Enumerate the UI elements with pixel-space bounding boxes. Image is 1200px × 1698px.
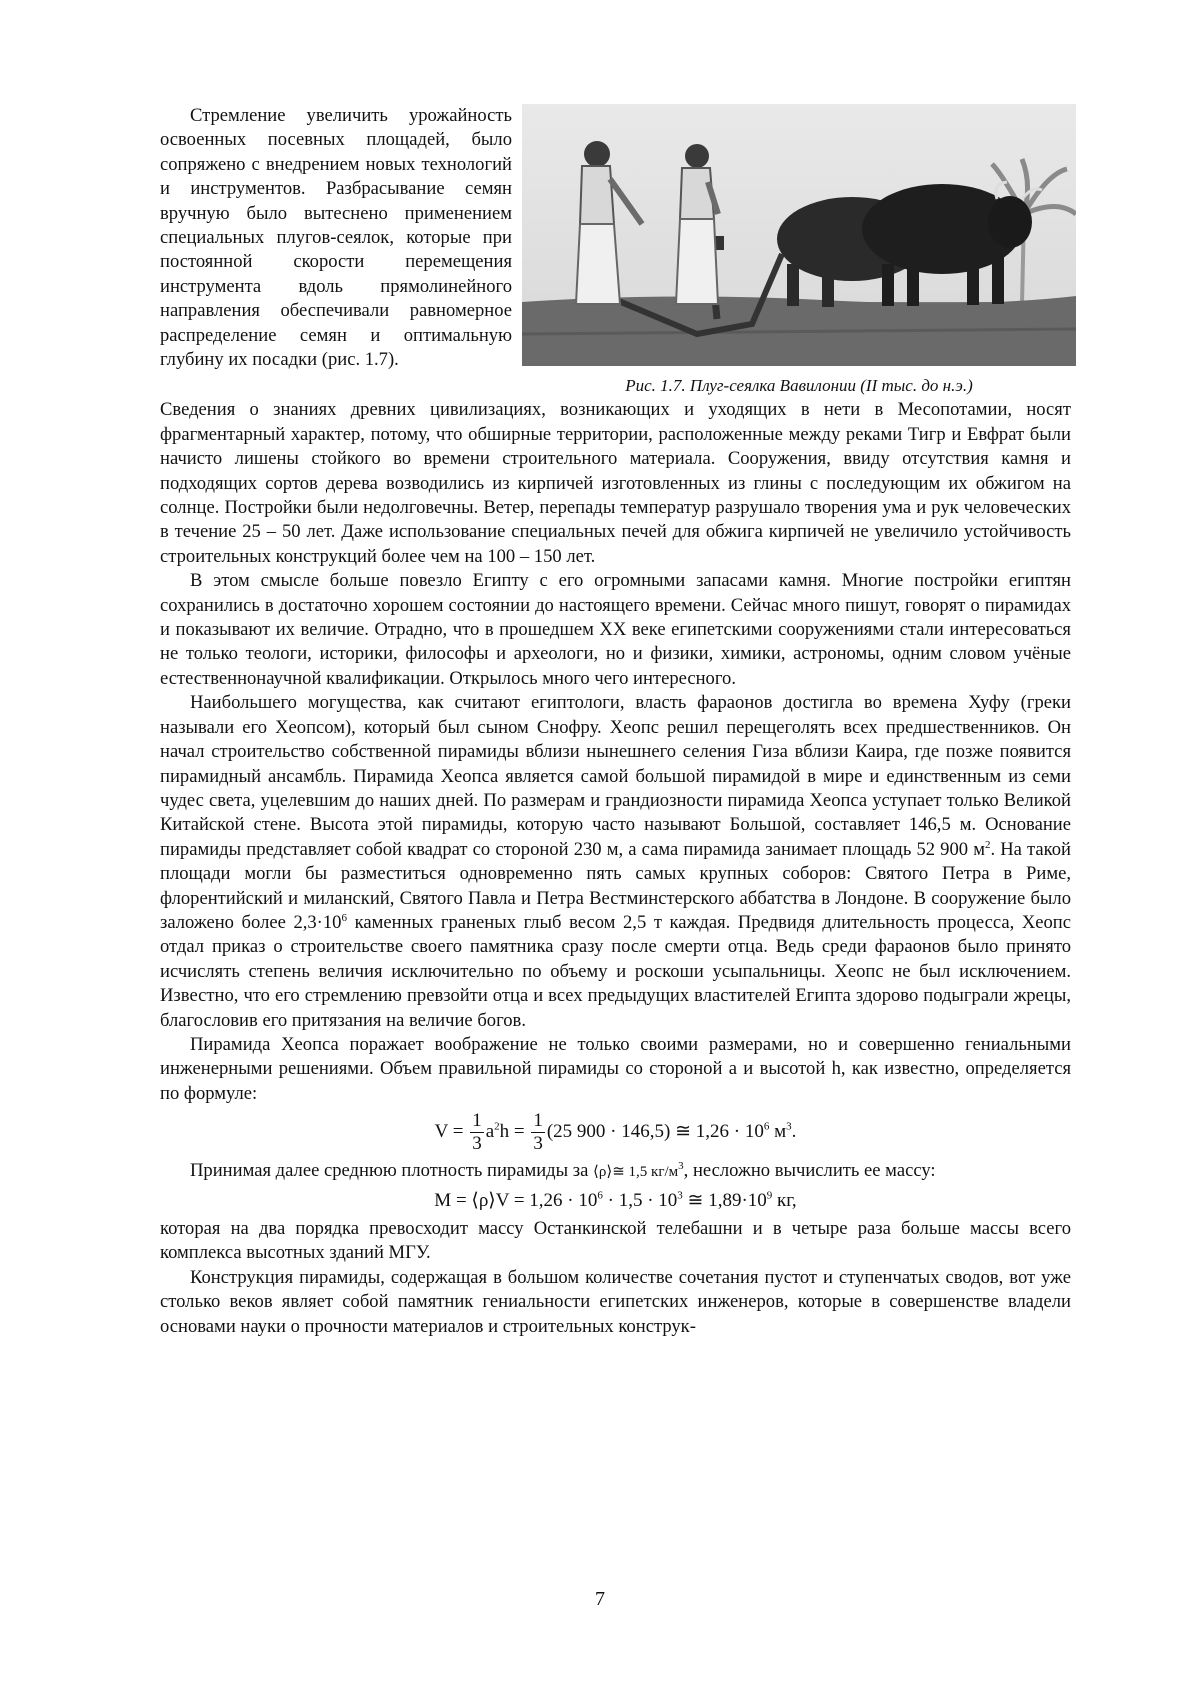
paragraph-construction: Конструкция пирамиды, содержащая в большом количестве сочетания пустот и ступенчатых сводов, вот уже столько веков являет собой памятник гениальности египетских инженеров, которые в совершенстве владели основами науки о прочности материалов и строительных конструк- — [160, 1266, 1071, 1337]
superscript: 3 — [677, 1189, 683, 1202]
paragraph-egypt: В этом смысле больше повезло Египту с его огромными запасами камня. Многие постройки египтян сохранились в достаточно хорошем состоянии до настоящего времени. Сейчас много пишут, говорят о пирамидах и показывают их величие. Отрадно, что в прошедшем XX веке египетскими сооружениями стали интересоваться не только теологи, историки, философы и археологи, но и физики, химики, астрономы, одним словом учёные естественнонаучной квалификации. Открылось много чего интересного. — [160, 570, 1071, 689]
page-body — [160, 104, 1071, 1339]
mass-text-4: кг, — [772, 1189, 797, 1211]
density-value: ⟨ρ⟩≅ 1,5 кг/м — [593, 1164, 679, 1181]
khufu-text-2: . На такой площади могли бы разместиться одновременно пять самых крупных соборов: Святого Петра в Риме, флорентийский и миланский, Святого Павла и Петра Вестминстерского аббатства в Лондоне. В сооружение было заложено более 2,3·10 — [160, 838, 1071, 933]
superscript: 6 — [341, 911, 347, 924]
density-text: Принимая далее среднюю плотность пирамиды за — [190, 1160, 589, 1182]
paragraph-density — [160, 1159, 1071, 1184]
paragraph-mass: которая на два порядка превосходит массу Останкинской телебашни и в четыре раза больше массы всего комплекса высотных зданий МГУ. — [160, 1218, 1071, 1264]
formula-lhs: V = — [434, 1121, 464, 1143]
fraction-numerator: 1 — [472, 1110, 482, 1132]
superscript: 3 — [678, 1160, 684, 1172]
superscript: 3 — [786, 1120, 792, 1133]
density-after: , несложно вычислить ее массу: — [683, 1160, 936, 1182]
plough-seeder-illustration — [522, 104, 1076, 366]
mass-text-2: · 1,5 · 10 — [602, 1189, 678, 1211]
fraction — [531, 1110, 545, 1155]
mass-text-1: M = ⟨ρ⟩V = 1,26 · 10 — [434, 1189, 598, 1211]
superscript: 6 — [763, 1120, 770, 1133]
khufu-text-1: Наибольшего могущества, как считают египтологи, власть фараонов достигла во времена Хуфу (греки называли его Хеопсом), который был сыном Снофру. Хеопс решил перещеголять всех предшественников. Он начал строительство собственной пирамиды вблизи нынешнего селения Гиза вблизи Каира, где позже появится пирамидный ансамбль. Пирамида Хеопса является самой большой пирамидой в мире и единственным из семи чудес света, уцелевшим до наших дней. По размерам и грандиозности пирамида Хеопса уступает только Великой Китайской стене. Высота этой пирамиды, которую часто называют Большой, составляет 146,5 м. Основание пирамиды представляет собой квадрат со стороной 230 м, а сама пирамида занимает площадь 52 900 м — [160, 692, 1071, 860]
intro-row — [160, 104, 1071, 398]
figure — [522, 104, 1076, 398]
formula-unit: м — [774, 1121, 787, 1143]
paragraph-mesopotamia: Сведения о знаниях древних цивилизациях, возникающих и уходящих в нети в Месопотамии, носят фрагментарный характер, потому, что обширные территории, расположенные между реками Тигр и Евфрат были начисто лишены стойкого во времени строительного материала. Сооружения, ввиду отсутствия камня и подходящих сортов дерева возводились из кирпичей изготовленных из глины с последующим их обжигом на солнце. Постройки были недолговечны. Ветер, перепады температур разрушало творения ума и рук человеческих в течение 25 – 50 лет. Даже использование специальных печей для обжига кирпичей не увеличило устойчивость строительных конструкций более чем на 100 – 150 лет. — [160, 399, 1071, 567]
superscript: 2 — [494, 1120, 500, 1133]
formula-rhs: (25 900 · 146,5) ≅ 1,26 · 10 — [546, 1121, 764, 1143]
fraction-denominator: 3 — [533, 1133, 543, 1155]
page-number: 7 — [595, 1588, 605, 1610]
formula-a: a — [485, 1121, 495, 1143]
formula-volume — [160, 1110, 1071, 1155]
khufu-text-3: каменных граненых глыб весом 2,5 т каждая. Предвидя длительность процесса, Хеопс отдал приказ о строительстве своего памятника сразу после смерти отца. Ведь среди фараонов было принято исчислять степень величия исключительно по объему и роскоши усыпальницы. Хеопс не был исключением. Известно, что его стремлению превзойти отца и всех предыдущих властителей Египта здорово подыграли жрецы, благословив его притязания на величие богов. — [160, 911, 1072, 1031]
mass-text-3: ≅ 1,89·10 — [682, 1189, 767, 1211]
formula-mass — [160, 1189, 1071, 1213]
formula-end: . — [791, 1121, 797, 1143]
fraction-denominator: 3 — [472, 1133, 482, 1155]
superscript: 2 — [984, 838, 991, 851]
superscript: 9 — [766, 1189, 773, 1202]
fraction — [470, 1110, 484, 1155]
formula-h: h = — [499, 1121, 525, 1143]
fraction-numerator: 1 — [533, 1110, 543, 1132]
superscript: 6 — [597, 1189, 603, 1202]
paragraph-volume: Пирамида Хеопса поражает воображение не только своими размерами, но и совершенно гениальными инженерными решениями. Объем правильной пирамиды со стороной a и высотой h, как известно, определяется по формуле: — [160, 1033, 1071, 1104]
figure-caption: Рис. 1.7. Плуг-сеялка Вавилонии (II тыс. до н.э.) — [625, 376, 973, 395]
paragraph-khufu — [160, 691, 1071, 1033]
intro-paragraph: Стремление увеличить урожайность освоенных посевных площадей, было сопряжено с внедрением новых технологий и инструментов. Разбрасывание семян вручную было вытеснено применением специальных плугов-сеялок, которые при постоянной скорости перемещения инструмента вдоль прямолинейного направления обеспечивали равномерное распределение семян и оптимальную глубину их посадки (рис. 1.7). — [160, 105, 512, 371]
